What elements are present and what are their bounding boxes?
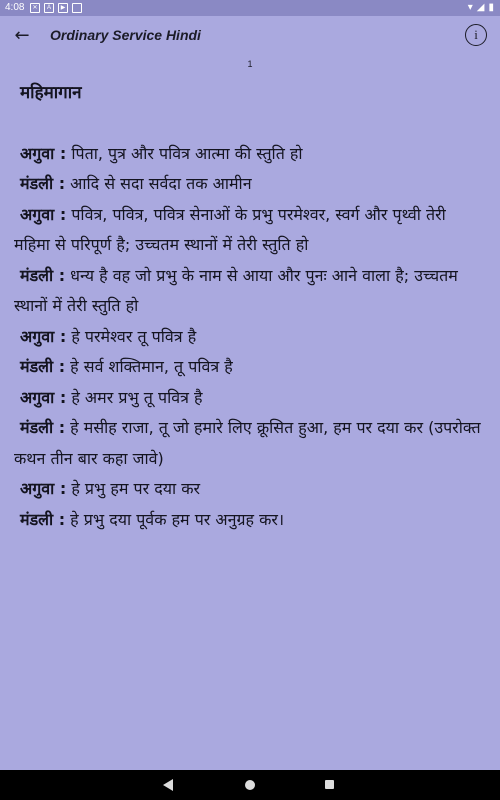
app-toolbar bbox=[0, 16, 500, 56]
back-arrow-icon[interactable]: ← bbox=[14, 25, 30, 46]
speaker-label: अगुवा : bbox=[20, 204, 67, 224]
liturgy-line bbox=[14, 200, 484, 261]
signal-icon: ◢ bbox=[476, 2, 485, 13]
line-text: आदि से सदा सर्वदा तक आमीन bbox=[65, 174, 252, 193]
liturgy-line bbox=[14, 322, 484, 353]
status-time: 4:08 bbox=[5, 2, 25, 13]
wifi-icon: ▾ bbox=[467, 2, 473, 13]
line-text: हे अमर प्रभु तू पवित्र है bbox=[66, 387, 203, 407]
info-icon[interactable]: i bbox=[465, 24, 487, 46]
notification-x-icon: ✕ bbox=[30, 3, 40, 13]
notification-a-icon: A bbox=[44, 3, 54, 13]
liturgy-text bbox=[14, 78, 484, 535]
line-text: हे सर्व शक्तिमान, तू पवित्र है bbox=[65, 357, 233, 376]
speaker-label: मंडली : bbox=[20, 174, 66, 193]
status-notification-icons bbox=[30, 3, 82, 13]
liturgy-line bbox=[14, 352, 484, 383]
line-text: पवित्र, पवित्र, पवित्र सेनाओं के प्रभु परमेश्वर, स्वर्ग और पृथ्वी तेरी महिमा से परिपूर्ण है; उच्चतम स्थानों में तेरी स्तुति हो bbox=[14, 204, 446, 254]
line-text: हे परमेश्वर तू पवित्र है bbox=[66, 326, 197, 346]
status-bar bbox=[0, 0, 500, 16]
speaker-label: अगुवा : bbox=[20, 143, 67, 163]
sd-card-icon bbox=[72, 3, 82, 13]
speaker-label: अगुवा : bbox=[20, 387, 67, 407]
play-store-icon: ▶ bbox=[58, 3, 68, 13]
page-title: Ordinary Service Hindi bbox=[50, 27, 201, 43]
speaker-label: मंडली : bbox=[20, 265, 66, 285]
speaker-label: मंडली : bbox=[20, 357, 66, 376]
speaker-label: मंडली : bbox=[20, 509, 66, 529]
line-text: हे मसीह राजा, तू जो हमारे लिए क्रूसित हुआ, हम पर दया कर (उपरोक्त कथन तीन बार कहा जावे) bbox=[14, 418, 481, 468]
line-text: हे प्रभु हम पर दया कर bbox=[66, 479, 201, 498]
liturgy-line bbox=[14, 139, 484, 170]
section-heading: महिमागान bbox=[20, 83, 82, 103]
battery-icon: ▮ bbox=[488, 2, 494, 13]
liturgy-line bbox=[14, 169, 484, 200]
nav-recents-icon[interactable] bbox=[325, 780, 334, 789]
page-number: 1 bbox=[247, 59, 253, 69]
system-nav-bar bbox=[0, 770, 500, 800]
liturgy-line bbox=[14, 413, 484, 474]
liturgy-line bbox=[14, 505, 484, 536]
liturgy-line bbox=[14, 474, 484, 505]
line-text: पिता, पुत्र और पवित्र आत्मा की स्तुति हो bbox=[66, 143, 303, 163]
status-system-icons bbox=[468, 2, 494, 13]
nav-home-icon[interactable] bbox=[245, 780, 255, 790]
liturgy-line bbox=[14, 383, 484, 414]
liturgy-line bbox=[14, 261, 484, 322]
speaker-label: अगुवा : bbox=[20, 479, 67, 498]
nav-back-icon[interactable] bbox=[163, 779, 173, 791]
line-text: हे प्रभु दया पूर्वक हम पर अनुग्रह कर। bbox=[65, 509, 285, 529]
speaker-label: मंडली : bbox=[20, 418, 66, 437]
speaker-label: अगुवा : bbox=[20, 326, 67, 346]
line-text: धन्य है वह जो प्रभु के नाम से आया और पुनः आने वाला है; उच्चतम स्थानों में तेरी स्तुति हो bbox=[14, 265, 458, 315]
